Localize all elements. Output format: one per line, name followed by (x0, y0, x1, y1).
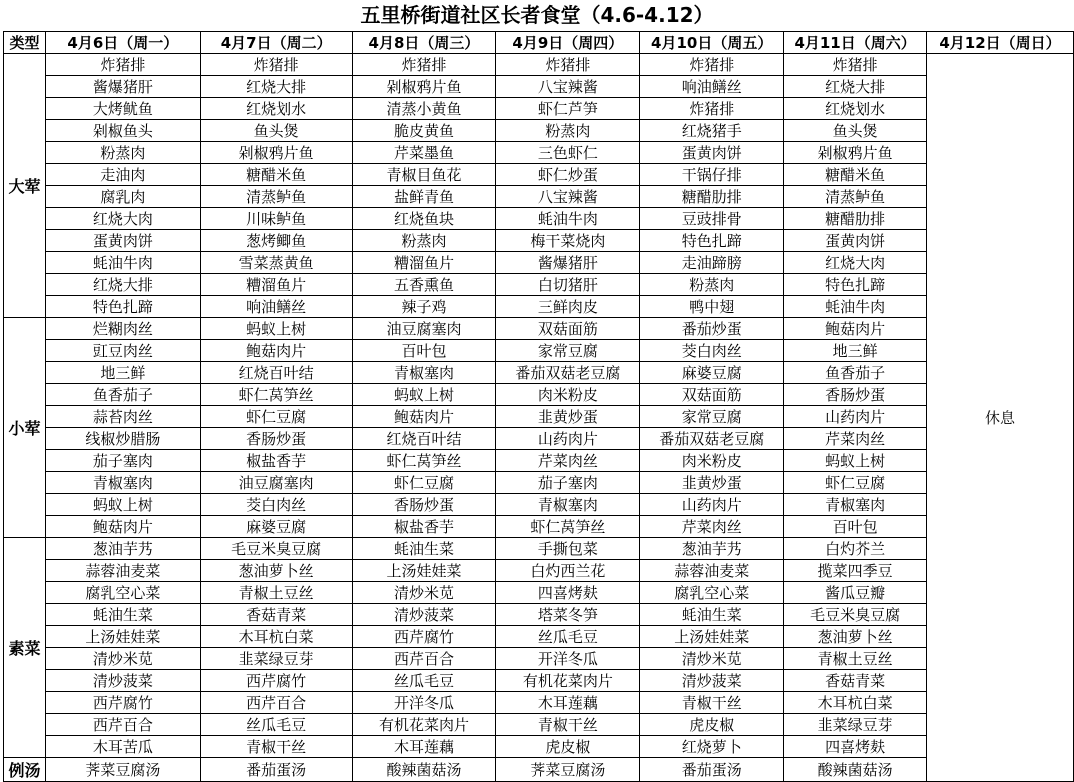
dish-cell: 线椒炒腊肠 (45, 428, 200, 450)
dish-cell: 炸猪排 (640, 54, 784, 76)
table-row (4, 472, 1074, 494)
dish-cell: 香肠炒蛋 (784, 384, 927, 406)
dish-cell: 丝瓜毛豆 (496, 626, 640, 648)
header-day-thu: 4月9日（周四） (496, 32, 640, 54)
dish-cell: 西芹百合 (45, 714, 200, 736)
header-day-fri: 4月10日（周五） (640, 32, 784, 54)
dish-cell: 蒜蓉油麦菜 (45, 560, 200, 582)
dish-cell: 香肠炒蛋 (352, 494, 496, 516)
dish-cell: 糖醋肋排 (784, 208, 927, 230)
header-type: 类型 (4, 32, 46, 54)
dish-cell: 葱油芋艿 (45, 538, 200, 560)
dish-cell: 白切猪肝 (496, 274, 640, 296)
table-row (4, 670, 1074, 692)
dish-cell: 番茄双菇老豆腐 (496, 362, 640, 384)
dish-cell: 西芹百合 (200, 692, 352, 714)
dish-cell: 粉蒸肉 (496, 120, 640, 142)
dish-cell: 香菇青菜 (784, 670, 927, 692)
dish-cell: 番茄蛋汤 (200, 758, 352, 782)
dish-cell: 鱼头煲 (200, 120, 352, 142)
dish-cell: 蚝油生菜 (640, 604, 784, 626)
dish-cell: 葱油萝卜丝 (200, 560, 352, 582)
dish-cell: 上汤娃娃菜 (352, 560, 496, 582)
dish-cell: 西芹腐竹 (352, 626, 496, 648)
table-row (4, 626, 1074, 648)
dish-cell: 红烧萝卜 (640, 736, 784, 758)
dish-cell: 虾仁芦笋 (496, 98, 640, 120)
table-row (4, 406, 1074, 428)
dish-cell: 茄子塞肉 (45, 450, 200, 472)
dish-cell: 清炒米苋 (45, 648, 200, 670)
dish-cell: 韭菜绿豆芽 (200, 648, 352, 670)
dish-cell: 开洋冬瓜 (496, 648, 640, 670)
dish-cell: 酸辣菌菇汤 (352, 758, 496, 782)
dish-cell: 响油鳝丝 (200, 296, 352, 318)
dish-cell: 川味鲈鱼 (200, 208, 352, 230)
dish-cell: 虾仁豆腐 (784, 472, 927, 494)
table-row (4, 208, 1074, 230)
dish-cell: 糖醋肋排 (640, 186, 784, 208)
dish-cell: 毛豆米臭豆腐 (200, 538, 352, 560)
dish-cell: 肉米粉皮 (640, 450, 784, 472)
dish-cell: 番茄炒蛋 (640, 318, 784, 340)
table-row (4, 98, 1074, 120)
dish-cell: 蛋黄肉饼 (45, 230, 200, 252)
dish-cell: 蚝油牛肉 (784, 296, 927, 318)
table-row (4, 648, 1074, 670)
dish-cell: 鸭中翅 (640, 296, 784, 318)
menu-body (4, 54, 1074, 782)
sunday-rest-cell: 休息 (927, 54, 1074, 782)
table-row (4, 142, 1074, 164)
page-title: 五里桥街道社区长者食堂（4.6-4.12） (360, 3, 714, 27)
dish-cell: 番茄双菇老豆腐 (640, 428, 784, 450)
dish-cell: 三色虾仁 (496, 142, 640, 164)
dish-cell: 有机花菜肉片 (352, 714, 496, 736)
dish-cell: 豆豉排骨 (640, 208, 784, 230)
dish-cell: 红烧猪手 (640, 120, 784, 142)
table-row (4, 494, 1074, 516)
dish-cell: 百叶包 (784, 516, 927, 538)
table-row (4, 164, 1074, 186)
dish-cell: 山药肉片 (496, 428, 640, 450)
dish-cell: 葱油萝卜丝 (784, 626, 927, 648)
dish-cell: 青椒目鱼花 (352, 164, 496, 186)
table-row (4, 692, 1074, 714)
dish-cell: 红烧大肉 (784, 252, 927, 274)
dish-cell: 糟溜鱼片 (200, 274, 352, 296)
dish-cell: 清炒菠菜 (640, 670, 784, 692)
dish-cell: 糖醋米鱼 (200, 164, 352, 186)
dish-cell: 清炒米苋 (640, 648, 784, 670)
header-day-tue: 4月7日（周二） (200, 32, 352, 54)
dish-cell: 手撕包菜 (496, 538, 640, 560)
dish-cell: 茄子塞肉 (496, 472, 640, 494)
dish-cell: 虾仁豆腐 (352, 472, 496, 494)
category-label: 小荤 (4, 318, 46, 538)
table-row (4, 714, 1074, 736)
dish-cell: 鲍菇肉片 (200, 340, 352, 362)
table-row (4, 230, 1074, 252)
table-row (4, 274, 1074, 296)
dish-cell: 茭白肉丝 (640, 340, 784, 362)
dish-cell: 白灼西兰花 (496, 560, 640, 582)
header-day-wed: 4月8日（周三） (352, 32, 496, 54)
dish-cell: 西芹腐竹 (45, 692, 200, 714)
dish-cell: 开洋冬瓜 (352, 692, 496, 714)
dish-cell: 特色扎蹄 (45, 296, 200, 318)
dish-cell: 蛋黄肉饼 (784, 230, 927, 252)
dish-cell: 山药肉片 (640, 494, 784, 516)
dish-cell: 木耳杭白菜 (200, 626, 352, 648)
dish-cell: 番茄蛋汤 (640, 758, 784, 782)
dish-cell: 虾仁炒蛋 (496, 164, 640, 186)
dish-cell: 清炒米苋 (352, 582, 496, 604)
category-label: 素菜 (4, 538, 46, 758)
table-row (4, 538, 1074, 560)
dish-cell: 地三鲜 (45, 362, 200, 384)
dish-cell: 红烧大排 (200, 76, 352, 98)
dish-cell: 蛋黄肉饼 (640, 142, 784, 164)
dish-cell: 蚝油生菜 (352, 538, 496, 560)
dish-cell: 蚝油牛肉 (496, 208, 640, 230)
dish-cell: 揽菜四季豆 (784, 560, 927, 582)
dish-cell: 八宝辣酱 (496, 186, 640, 208)
dish-cell: 清炒菠菜 (352, 604, 496, 626)
dish-cell: 清炒菠菜 (45, 670, 200, 692)
header-day-sat: 4月11日（周六） (784, 32, 927, 54)
dish-cell: 有机花菜肉片 (496, 670, 640, 692)
dish-cell: 上汤娃娃菜 (640, 626, 784, 648)
dish-cell: 红烧百叶结 (352, 428, 496, 450)
dish-cell: 鲍菇肉片 (352, 406, 496, 428)
dish-cell: 腐乳肉 (45, 186, 200, 208)
dish-cell: 青椒干丝 (640, 692, 784, 714)
dish-cell: 剁椒鸦片鱼 (200, 142, 352, 164)
dish-cell: 芹菜肉丝 (640, 516, 784, 538)
dish-cell: 虾仁莴笋丝 (496, 516, 640, 538)
dish-cell: 椒盐香芋 (200, 450, 352, 472)
dish-cell: 青椒塞肉 (45, 472, 200, 494)
dish-cell: 炸猪排 (496, 54, 640, 76)
table-row (4, 362, 1074, 384)
dish-cell: 油豆腐塞肉 (352, 318, 496, 340)
dish-cell: 五香熏鱼 (352, 274, 496, 296)
dish-cell: 木耳莲藕 (352, 736, 496, 758)
dish-cell: 三鲜肉皮 (496, 296, 640, 318)
dish-cell: 油豆腐塞肉 (200, 472, 352, 494)
dish-cell: 丝瓜毛豆 (352, 670, 496, 692)
dish-cell: 青椒塞肉 (496, 494, 640, 516)
dish-cell: 红烧大肉 (45, 208, 200, 230)
dish-cell: 糖醋米鱼 (784, 164, 927, 186)
table-row (4, 76, 1074, 98)
dish-cell: 四喜烤麸 (784, 736, 927, 758)
dish-cell: 红烧大排 (784, 76, 927, 98)
dish-cell: 剁椒鸦片鱼 (352, 76, 496, 98)
table-row (4, 252, 1074, 274)
table-row (4, 120, 1074, 142)
dish-cell: 毛豆米臭豆腐 (784, 604, 927, 626)
dish-cell: 家常豆腐 (496, 340, 640, 362)
dish-cell: 西芹百合 (352, 648, 496, 670)
dish-cell: 芹菜肉丝 (784, 428, 927, 450)
dish-cell: 红烧划水 (784, 98, 927, 120)
dish-cell: 西芹腐竹 (200, 670, 352, 692)
dish-cell: 大烤鱿鱼 (45, 98, 200, 120)
dish-cell: 虎皮椒 (496, 736, 640, 758)
dish-cell: 地三鲜 (784, 340, 927, 362)
dish-cell: 塔菜冬笋 (496, 604, 640, 626)
dish-cell: 炸猪排 (352, 54, 496, 76)
table-row (4, 582, 1074, 604)
dish-cell: 清蒸小黄鱼 (352, 98, 496, 120)
dish-cell: 双菇面筋 (640, 384, 784, 406)
dish-cell: 白灼芥兰 (784, 538, 927, 560)
dish-cell: 青椒土豆丝 (784, 648, 927, 670)
dish-cell: 芹菜肉丝 (496, 450, 640, 472)
dish-cell: 炸猪排 (45, 54, 200, 76)
header-day-mon: 4月6日（周一） (45, 32, 200, 54)
dish-cell: 麻婆豆腐 (640, 362, 784, 384)
dish-cell: 蚝油牛肉 (45, 252, 200, 274)
dish-cell: 特色扎蹄 (784, 274, 927, 296)
dish-cell: 烂糊肉丝 (45, 318, 200, 340)
table-row (4, 296, 1074, 318)
table-row (4, 340, 1074, 362)
dish-cell: 茭白肉丝 (200, 494, 352, 516)
menu-table (3, 31, 1074, 782)
dish-cell: 麻婆豆腐 (200, 516, 352, 538)
table-row (4, 318, 1074, 340)
dish-cell: 韭菜绿豆芽 (784, 714, 927, 736)
dish-cell: 鲍菇肉片 (784, 318, 927, 340)
table-row (4, 428, 1074, 450)
dish-cell: 蒜蓉油麦菜 (640, 560, 784, 582)
dish-cell: 酱爆猪肝 (45, 76, 200, 98)
dish-cell: 香菇青菜 (200, 604, 352, 626)
dish-cell: 虎皮椒 (640, 714, 784, 736)
dish-cell: 雪菜蒸黄鱼 (200, 252, 352, 274)
dish-cell: 腐乳空心菜 (45, 582, 200, 604)
table-row (4, 54, 1074, 76)
table-row (4, 384, 1074, 406)
dish-cell: 酱瓜豆瓣 (784, 582, 927, 604)
header-day-sun: 4月12日（周日） (927, 32, 1074, 54)
table-row (4, 758, 1074, 782)
dish-cell: 四喜烤麸 (496, 582, 640, 604)
dish-cell: 炸猪排 (784, 54, 927, 76)
dish-cell: 辣子鸡 (352, 296, 496, 318)
dish-cell: 酱爆猪肝 (496, 252, 640, 274)
dish-cell: 蚂蚁上树 (45, 494, 200, 516)
dish-cell: 木耳杭白菜 (784, 692, 927, 714)
dish-cell: 蚝油生菜 (45, 604, 200, 626)
dish-cell: 腐乳空心菜 (640, 582, 784, 604)
dish-cell: 酸辣菌菇汤 (784, 758, 927, 782)
dish-cell: 木耳莲藕 (496, 692, 640, 714)
dish-cell: 盐鲜青鱼 (352, 186, 496, 208)
dish-cell: 芹菜墨鱼 (352, 142, 496, 164)
dish-cell: 蚂蚁上树 (200, 318, 352, 340)
dish-cell: 荠菜豆腐汤 (496, 758, 640, 782)
dish-cell: 蚂蚁上树 (352, 384, 496, 406)
dish-cell: 炸猪排 (640, 98, 784, 120)
dish-cell: 荠菜豆腐汤 (45, 758, 200, 782)
dish-cell: 梅干菜烧肉 (496, 230, 640, 252)
dish-cell: 剁椒鸦片鱼 (784, 142, 927, 164)
dish-cell: 家常豆腐 (640, 406, 784, 428)
dish-cell: 青椒干丝 (200, 736, 352, 758)
dish-cell: 粉蒸肉 (45, 142, 200, 164)
dish-cell: 干锅仔排 (640, 164, 784, 186)
dish-cell: 虾仁莴笋丝 (352, 450, 496, 472)
dish-cell: 特色扎蹄 (640, 230, 784, 252)
category-label: 大荤 (4, 54, 46, 318)
header-row (4, 32, 1074, 54)
dish-cell: 青椒塞肉 (352, 362, 496, 384)
dish-cell: 鱼香茄子 (784, 362, 927, 384)
dish-cell: 粉蒸肉 (640, 274, 784, 296)
dish-cell: 木耳苦瓜 (45, 736, 200, 758)
dish-cell: 清蒸鲈鱼 (784, 186, 927, 208)
dish-cell: 百叶包 (352, 340, 496, 362)
dish-cell: 葱烤鲫鱼 (200, 230, 352, 252)
dish-cell: 葱油芋艿 (640, 538, 784, 560)
dish-cell: 青椒土豆丝 (200, 582, 352, 604)
dish-cell: 鱼头煲 (784, 120, 927, 142)
dish-cell: 糟溜鱼片 (352, 252, 496, 274)
dish-cell: 炸猪排 (200, 54, 352, 76)
dish-cell: 清蒸鲈鱼 (200, 186, 352, 208)
dish-cell: 豇豆肉丝 (45, 340, 200, 362)
dish-cell: 鲍菇肉片 (45, 516, 200, 538)
dish-cell: 八宝辣酱 (496, 76, 640, 98)
table-row (4, 560, 1074, 582)
dish-cell: 丝瓜毛豆 (200, 714, 352, 736)
dish-cell: 韭黄炒蛋 (640, 472, 784, 494)
dish-cell: 脆皮黄鱼 (352, 120, 496, 142)
dish-cell: 走油肉 (45, 164, 200, 186)
category-label: 例汤 (4, 758, 46, 782)
dish-cell: 香肠炒蛋 (200, 428, 352, 450)
dish-cell: 红烧百叶结 (200, 362, 352, 384)
table-row (4, 186, 1074, 208)
dish-cell: 双菇面筋 (496, 318, 640, 340)
table-row (4, 604, 1074, 626)
dish-cell: 上汤娃娃菜 (45, 626, 200, 648)
dish-cell: 肉米粉皮 (496, 384, 640, 406)
dish-cell: 蚂蚁上树 (784, 450, 927, 472)
dish-cell: 韭黄炒蛋 (496, 406, 640, 428)
dish-cell: 剁椒鱼头 (45, 120, 200, 142)
dish-cell: 山药肉片 (784, 406, 927, 428)
dish-cell: 青椒干丝 (496, 714, 640, 736)
dish-cell: 响油鳝丝 (640, 76, 784, 98)
dish-cell: 粉蒸肉 (352, 230, 496, 252)
dish-cell: 虾仁莴笋丝 (200, 384, 352, 406)
dish-cell: 红烧大排 (45, 274, 200, 296)
table-row (4, 516, 1074, 538)
dish-cell: 虾仁豆腐 (200, 406, 352, 428)
dish-cell: 红烧鱼块 (352, 208, 496, 230)
dish-cell: 蒜苔肉丝 (45, 406, 200, 428)
table-row (4, 450, 1074, 472)
dish-cell: 走油蹄膀 (640, 252, 784, 274)
dish-cell: 椒盐香芋 (352, 516, 496, 538)
dish-cell: 红烧划水 (200, 98, 352, 120)
dish-cell: 鱼香茄子 (45, 384, 200, 406)
dish-cell: 青椒塞肉 (784, 494, 927, 516)
